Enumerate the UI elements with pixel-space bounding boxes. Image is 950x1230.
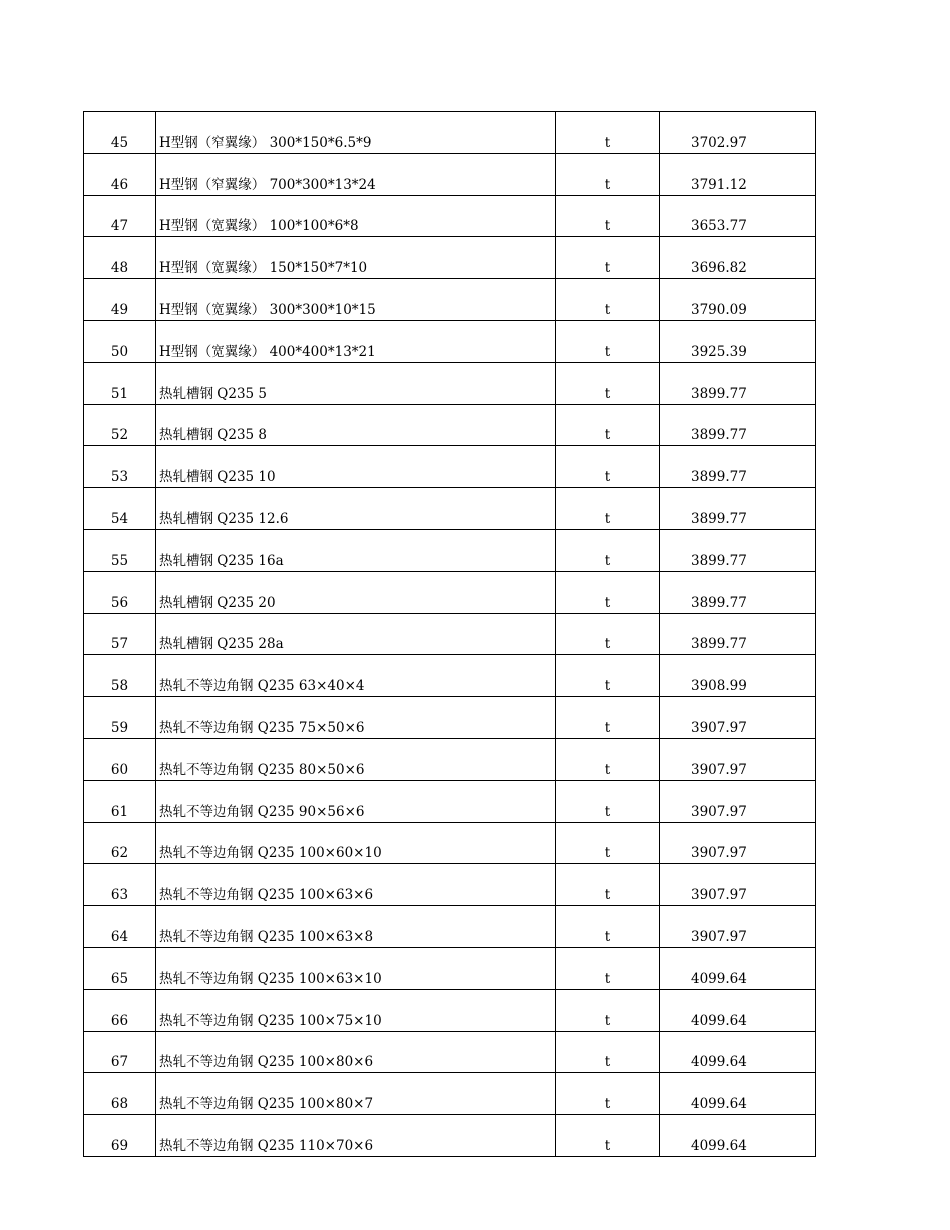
price-cell: 3899.77 (660, 446, 816, 488)
row-number-cell: 61 (84, 780, 156, 822)
price-cell: 3899.77 (660, 613, 816, 655)
table-row (84, 362, 816, 404)
row-number-cell: 48 (84, 237, 156, 279)
material-name-cell: 热轧不等边角钢 Q235 80×50×6 (156, 738, 556, 780)
table-row (84, 906, 816, 948)
table-row (84, 237, 816, 279)
unit-cell: t (556, 1115, 660, 1157)
row-number-cell: 67 (84, 1031, 156, 1073)
table-row (84, 279, 816, 321)
unit-cell: t (556, 1031, 660, 1073)
row-number-cell: 68 (84, 1073, 156, 1115)
row-number-cell: 50 (84, 320, 156, 362)
unit-cell: t (556, 571, 660, 613)
row-number-cell: 58 (84, 655, 156, 697)
unit-cell: t (556, 655, 660, 697)
table-row (84, 195, 816, 237)
material-name-cell: H型钢（宽翼缘） 100*100*6*8 (156, 195, 556, 237)
table-row (84, 1115, 816, 1157)
table-row (84, 112, 816, 154)
unit-cell: t (556, 237, 660, 279)
table-row (84, 446, 816, 488)
unit-cell: t (556, 279, 660, 321)
unit-cell: t (556, 195, 660, 237)
material-name-cell: 热轧不等边角钢 Q235 100×63×6 (156, 864, 556, 906)
row-number-cell: 51 (84, 362, 156, 404)
row-number-cell: 64 (84, 906, 156, 948)
price-cell: 3899.77 (660, 529, 816, 571)
price-cell: 3907.97 (660, 697, 816, 739)
row-number-cell: 62 (84, 822, 156, 864)
material-name-cell: 热轧槽钢 Q235 28a (156, 613, 556, 655)
material-name-cell: 热轧不等边角钢 Q235 110×70×6 (156, 1115, 556, 1157)
price-cell: 4099.64 (660, 989, 816, 1031)
row-number-cell: 57 (84, 613, 156, 655)
table-row (84, 697, 816, 739)
material-name-cell: 热轧不等边角钢 Q235 63×40×4 (156, 655, 556, 697)
price-cell: 3653.77 (660, 195, 816, 237)
price-cell: 3925.39 (660, 320, 816, 362)
price-cell: 4099.64 (660, 947, 816, 989)
price-cell: 3899.77 (660, 362, 816, 404)
table-row (84, 1073, 816, 1115)
table-row (84, 153, 816, 195)
table-row (84, 822, 816, 864)
unit-cell: t (556, 822, 660, 864)
price-cell: 3907.97 (660, 906, 816, 948)
row-number-cell: 59 (84, 697, 156, 739)
row-number-cell: 53 (84, 446, 156, 488)
material-name-cell: 热轧不等边角钢 Q235 100×63×10 (156, 947, 556, 989)
material-name-cell: 热轧不等边角钢 Q235 100×80×7 (156, 1073, 556, 1115)
material-name-cell: 热轧不等边角钢 Q235 100×75×10 (156, 989, 556, 1031)
material-name-cell: H型钢（窄翼缘） 700*300*13*24 (156, 153, 556, 195)
price-cell: 4099.64 (660, 1031, 816, 1073)
price-table-body (84, 112, 816, 1157)
material-name-cell: 热轧槽钢 Q235 5 (156, 362, 556, 404)
row-number-cell: 66 (84, 989, 156, 1031)
price-cell: 3907.97 (660, 738, 816, 780)
unit-cell: t (556, 613, 660, 655)
material-name-cell: 热轧槽钢 Q235 16a (156, 529, 556, 571)
price-cell: 3791.12 (660, 153, 816, 195)
unit-cell: t (556, 488, 660, 530)
table-row (84, 488, 816, 530)
table-row (84, 738, 816, 780)
price-table (83, 111, 816, 1157)
table-row (84, 1031, 816, 1073)
table-row (84, 947, 816, 989)
table-row (84, 571, 816, 613)
price-cell: 3908.99 (660, 655, 816, 697)
table-row (84, 529, 816, 571)
unit-cell: t (556, 1073, 660, 1115)
table-row (84, 655, 816, 697)
row-number-cell: 69 (84, 1115, 156, 1157)
material-name-cell: H型钢（宽翼缘） 150*150*7*10 (156, 237, 556, 279)
unit-cell: t (556, 780, 660, 822)
material-name-cell: 热轧不等边角钢 Q235 100×60×10 (156, 822, 556, 864)
material-name-cell: 热轧槽钢 Q235 12.6 (156, 488, 556, 530)
table-row (84, 613, 816, 655)
row-number-cell: 47 (84, 195, 156, 237)
material-name-cell: 热轧不等边角钢 Q235 100×63×8 (156, 906, 556, 948)
material-name-cell: 热轧不等边角钢 Q235 75×50×6 (156, 697, 556, 739)
material-name-cell: 热轧槽钢 Q235 20 (156, 571, 556, 613)
price-cell: 3899.77 (660, 488, 816, 530)
unit-cell: t (556, 112, 660, 154)
row-number-cell: 54 (84, 488, 156, 530)
material-name-cell: 热轧不等边角钢 Q235 100×80×6 (156, 1031, 556, 1073)
table-row (84, 404, 816, 446)
price-cell: 3899.77 (660, 404, 816, 446)
material-name-cell: H型钢（宽翼缘） 400*400*13*21 (156, 320, 556, 362)
unit-cell: t (556, 738, 660, 780)
unit-cell: t (556, 989, 660, 1031)
row-number-cell: 46 (84, 153, 156, 195)
price-cell: 4099.64 (660, 1073, 816, 1115)
row-number-cell: 55 (84, 529, 156, 571)
material-name-cell: H型钢（宽翼缘） 300*300*10*15 (156, 279, 556, 321)
row-number-cell: 65 (84, 947, 156, 989)
material-name-cell: 热轧槽钢 Q235 8 (156, 404, 556, 446)
unit-cell: t (556, 864, 660, 906)
price-cell: 3907.97 (660, 780, 816, 822)
unit-cell: t (556, 529, 660, 571)
row-number-cell: 45 (84, 112, 156, 154)
price-cell: 3702.97 (660, 112, 816, 154)
unit-cell: t (556, 362, 660, 404)
unit-cell: t (556, 697, 660, 739)
row-number-cell: 56 (84, 571, 156, 613)
row-number-cell: 52 (84, 404, 156, 446)
row-number-cell: 60 (84, 738, 156, 780)
table-row (84, 989, 816, 1031)
unit-cell: t (556, 906, 660, 948)
price-cell: 3790.09 (660, 279, 816, 321)
material-name-cell: H型钢（窄翼缘） 300*150*6.5*9 (156, 112, 556, 154)
unit-cell: t (556, 320, 660, 362)
unit-cell: t (556, 947, 660, 989)
table-row (84, 780, 816, 822)
price-cell: 3899.77 (660, 571, 816, 613)
table-row (84, 320, 816, 362)
table-row (84, 864, 816, 906)
price-cell: 3696.82 (660, 237, 816, 279)
material-name-cell: 热轧不等边角钢 Q235 90×56×6 (156, 780, 556, 822)
material-name-cell: 热轧槽钢 Q235 10 (156, 446, 556, 488)
unit-cell: t (556, 404, 660, 446)
row-number-cell: 63 (84, 864, 156, 906)
row-number-cell: 49 (84, 279, 156, 321)
unit-cell: t (556, 446, 660, 488)
price-cell: 3907.97 (660, 822, 816, 864)
price-cell: 4099.64 (660, 1115, 816, 1157)
unit-cell: t (556, 153, 660, 195)
price-cell: 3907.97 (660, 864, 816, 906)
